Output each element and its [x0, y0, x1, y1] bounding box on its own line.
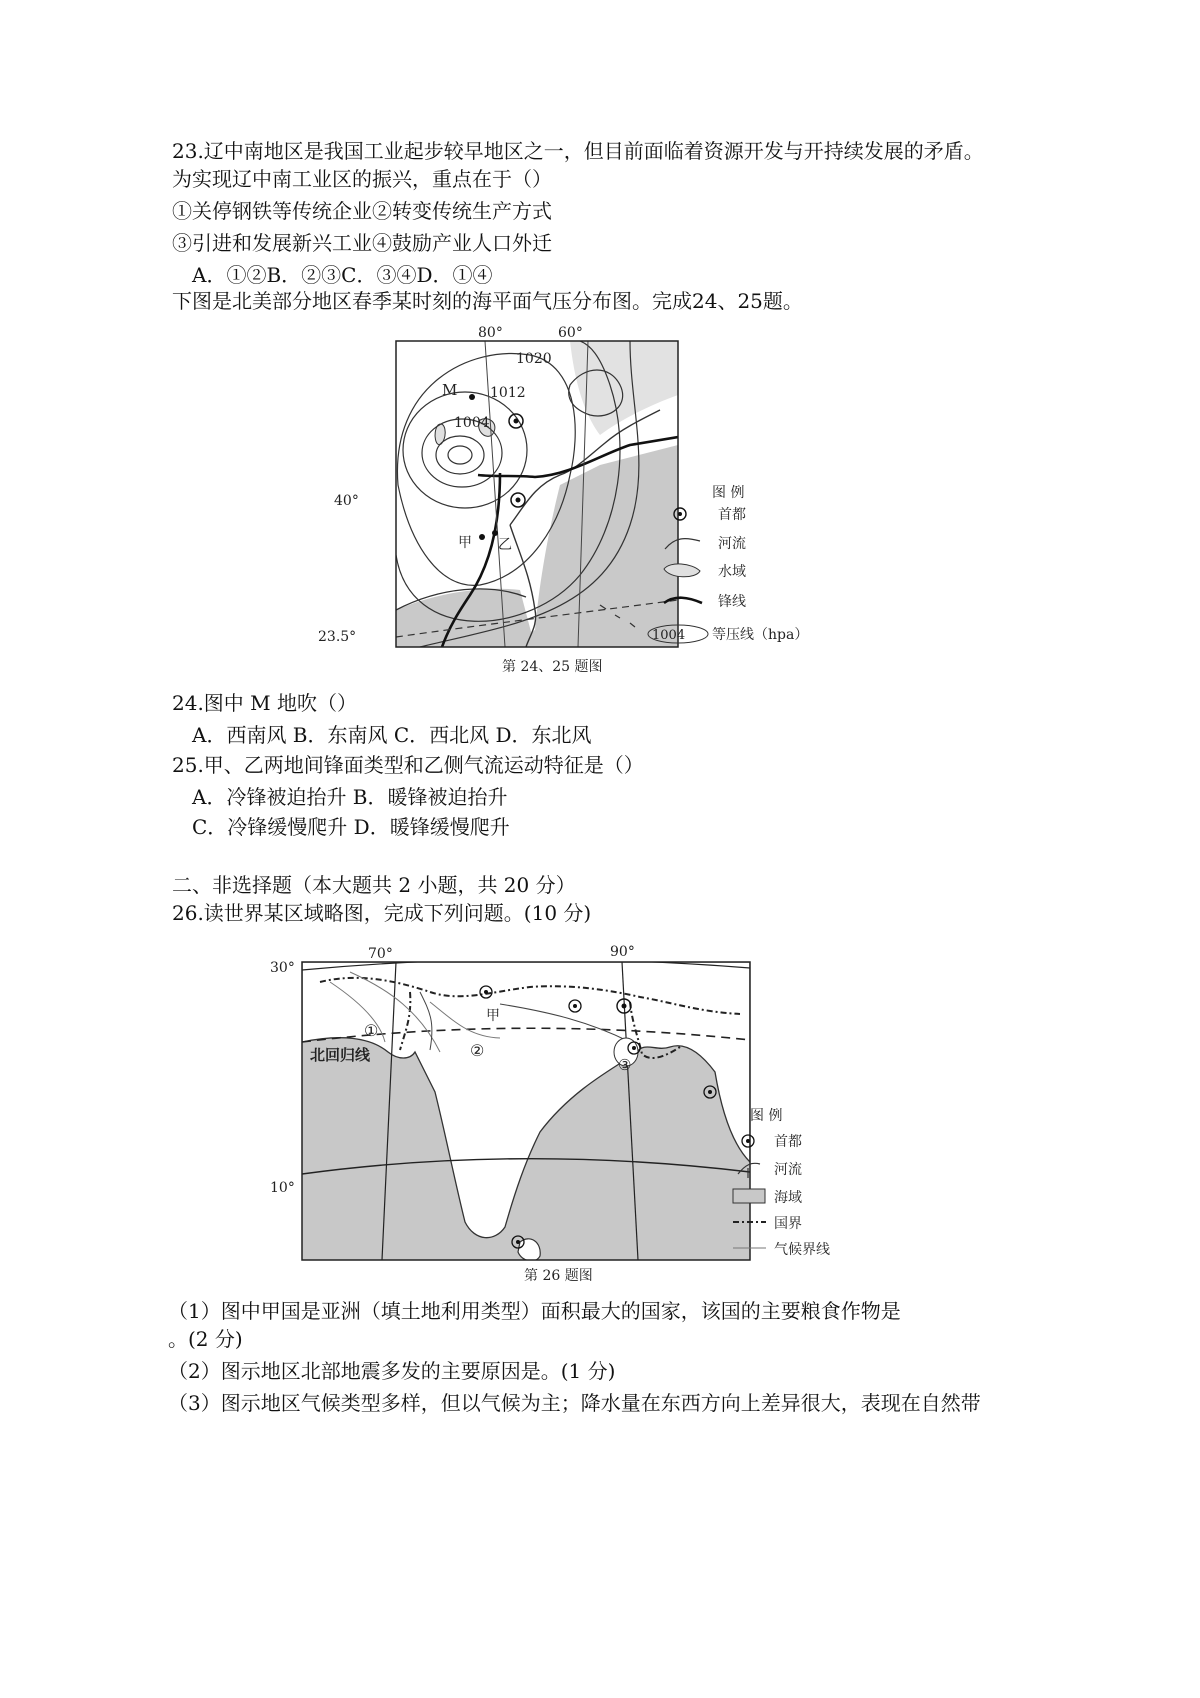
point-m: [469, 394, 475, 400]
figure-caption: 第 24、25 题图: [502, 659, 603, 675]
q23-item-line1: ①关停钢铁等传统企业②转变传统生产方式: [172, 199, 552, 223]
q23-options: A．①②B．②③C．③④D．①④: [192, 263, 493, 287]
legend-river: 河流: [774, 1162, 802, 1178]
q23-item-line2: ③引进和发展新兴工业④鼓励产业人口外迁: [172, 231, 552, 255]
isobar-1004-label: 1004: [454, 415, 490, 431]
q24-stem: 24.图中 M 地吹（）: [172, 691, 357, 715]
legend-title: 图 例: [750, 1108, 783, 1124]
q26-stem: 26.读世界某区域略图，完成下列问题。(10 分): [172, 901, 592, 925]
lon-60-label: 60°: [558, 325, 583, 341]
lat-40-label: 40°: [334, 493, 359, 509]
q25-stem: 25.甲、乙两地间锋面类型和乙侧气流运动特征是（）: [172, 753, 644, 777]
point-yi: [492, 530, 498, 536]
jia-label: 甲: [486, 1008, 500, 1024]
isobar-1020-label: 1020: [516, 351, 552, 367]
q23-stem-line2: 为实现辽中南工业区的振兴，重点在于（）: [172, 167, 552, 191]
mark-1: ①: [364, 1021, 379, 1040]
lon-80-label: 80°: [478, 325, 503, 341]
legend-isobar: 等压线（hpa）: [712, 627, 809, 643]
legend-sea: 海域: [774, 1190, 802, 1206]
legend-climate: 气候界线: [774, 1242, 830, 1258]
legend-river: 河流: [718, 536, 746, 552]
q25-options-line1: A．冷锋被迫抬升 B．暖锋被迫抬升: [192, 785, 508, 809]
lat-23-5-label: 23.5°: [318, 629, 357, 645]
legend-title: 图 例: [712, 485, 745, 501]
sri-lanka: [518, 1239, 540, 1261]
mark-3: ③: [618, 1056, 632, 1074]
q23-stem-line1: 23.辽中南地区是我国工业起步较早地区之一，但目前面临着资源开发与开持续发展的矛盾。: [172, 139, 984, 163]
intro-24-25: 下图是北美部分地区春季某时刻的海平面气压分布图。完成24、25题。: [172, 289, 803, 313]
q26-sub1-line1: （1）图中甲国是亚洲（填土地利用类型）面积最大的国家，该国的主要粮食作物是: [168, 1299, 901, 1323]
lon-90-label: 90°: [610, 944, 635, 960]
isobar-1012-label: 1012: [490, 385, 526, 401]
q26-sub2: （2）图示地区北部地震多发的主要原因是。(1 分): [168, 1359, 616, 1383]
point-jia: [479, 534, 485, 540]
q24-options: A．西南风 B．东南风 C．西北风 D．东北风: [192, 723, 592, 747]
tropic-label: 北回归线: [310, 1046, 371, 1064]
legend-water: 水域: [718, 564, 746, 580]
m-label: M: [442, 381, 458, 399]
figure-caption: 第 26 题图: [524, 1268, 593, 1284]
sea-icon: [733, 1189, 765, 1203]
section-2-heading: 二、非选择题（本大题共 2 小题，共 20 分）: [172, 873, 576, 897]
lat-30-label: 30°: [270, 960, 295, 976]
lat-10-label: 10°: [270, 1180, 295, 1196]
yi-label: 乙: [498, 537, 512, 553]
legend-capital: 首都: [774, 1134, 802, 1150]
legend-capital: 首都: [718, 507, 746, 523]
q26-sub1-line2: 。(2 分): [168, 1327, 243, 1351]
mark-2: ②: [470, 1041, 485, 1060]
q26-sub3: （3）图示地区气候类型多样，但以气候为主；降水量在东西方向上差异很大，表现在自然带: [168, 1391, 981, 1415]
south-asia-map: [270, 942, 890, 1287]
gulf-of-mexico: [396, 589, 535, 647]
lon-70-label: 70°: [368, 946, 393, 962]
jia-label: 甲: [458, 535, 472, 551]
north-america-pressure-map: [318, 325, 870, 680]
legend-border: 国界: [774, 1216, 802, 1232]
legend-front: 锋线: [718, 594, 746, 610]
q25-options-line2: C．冷锋缓慢爬升 D．暖锋缓慢爬升: [192, 815, 510, 839]
legend-isobar-value: 1004: [652, 628, 686, 643]
